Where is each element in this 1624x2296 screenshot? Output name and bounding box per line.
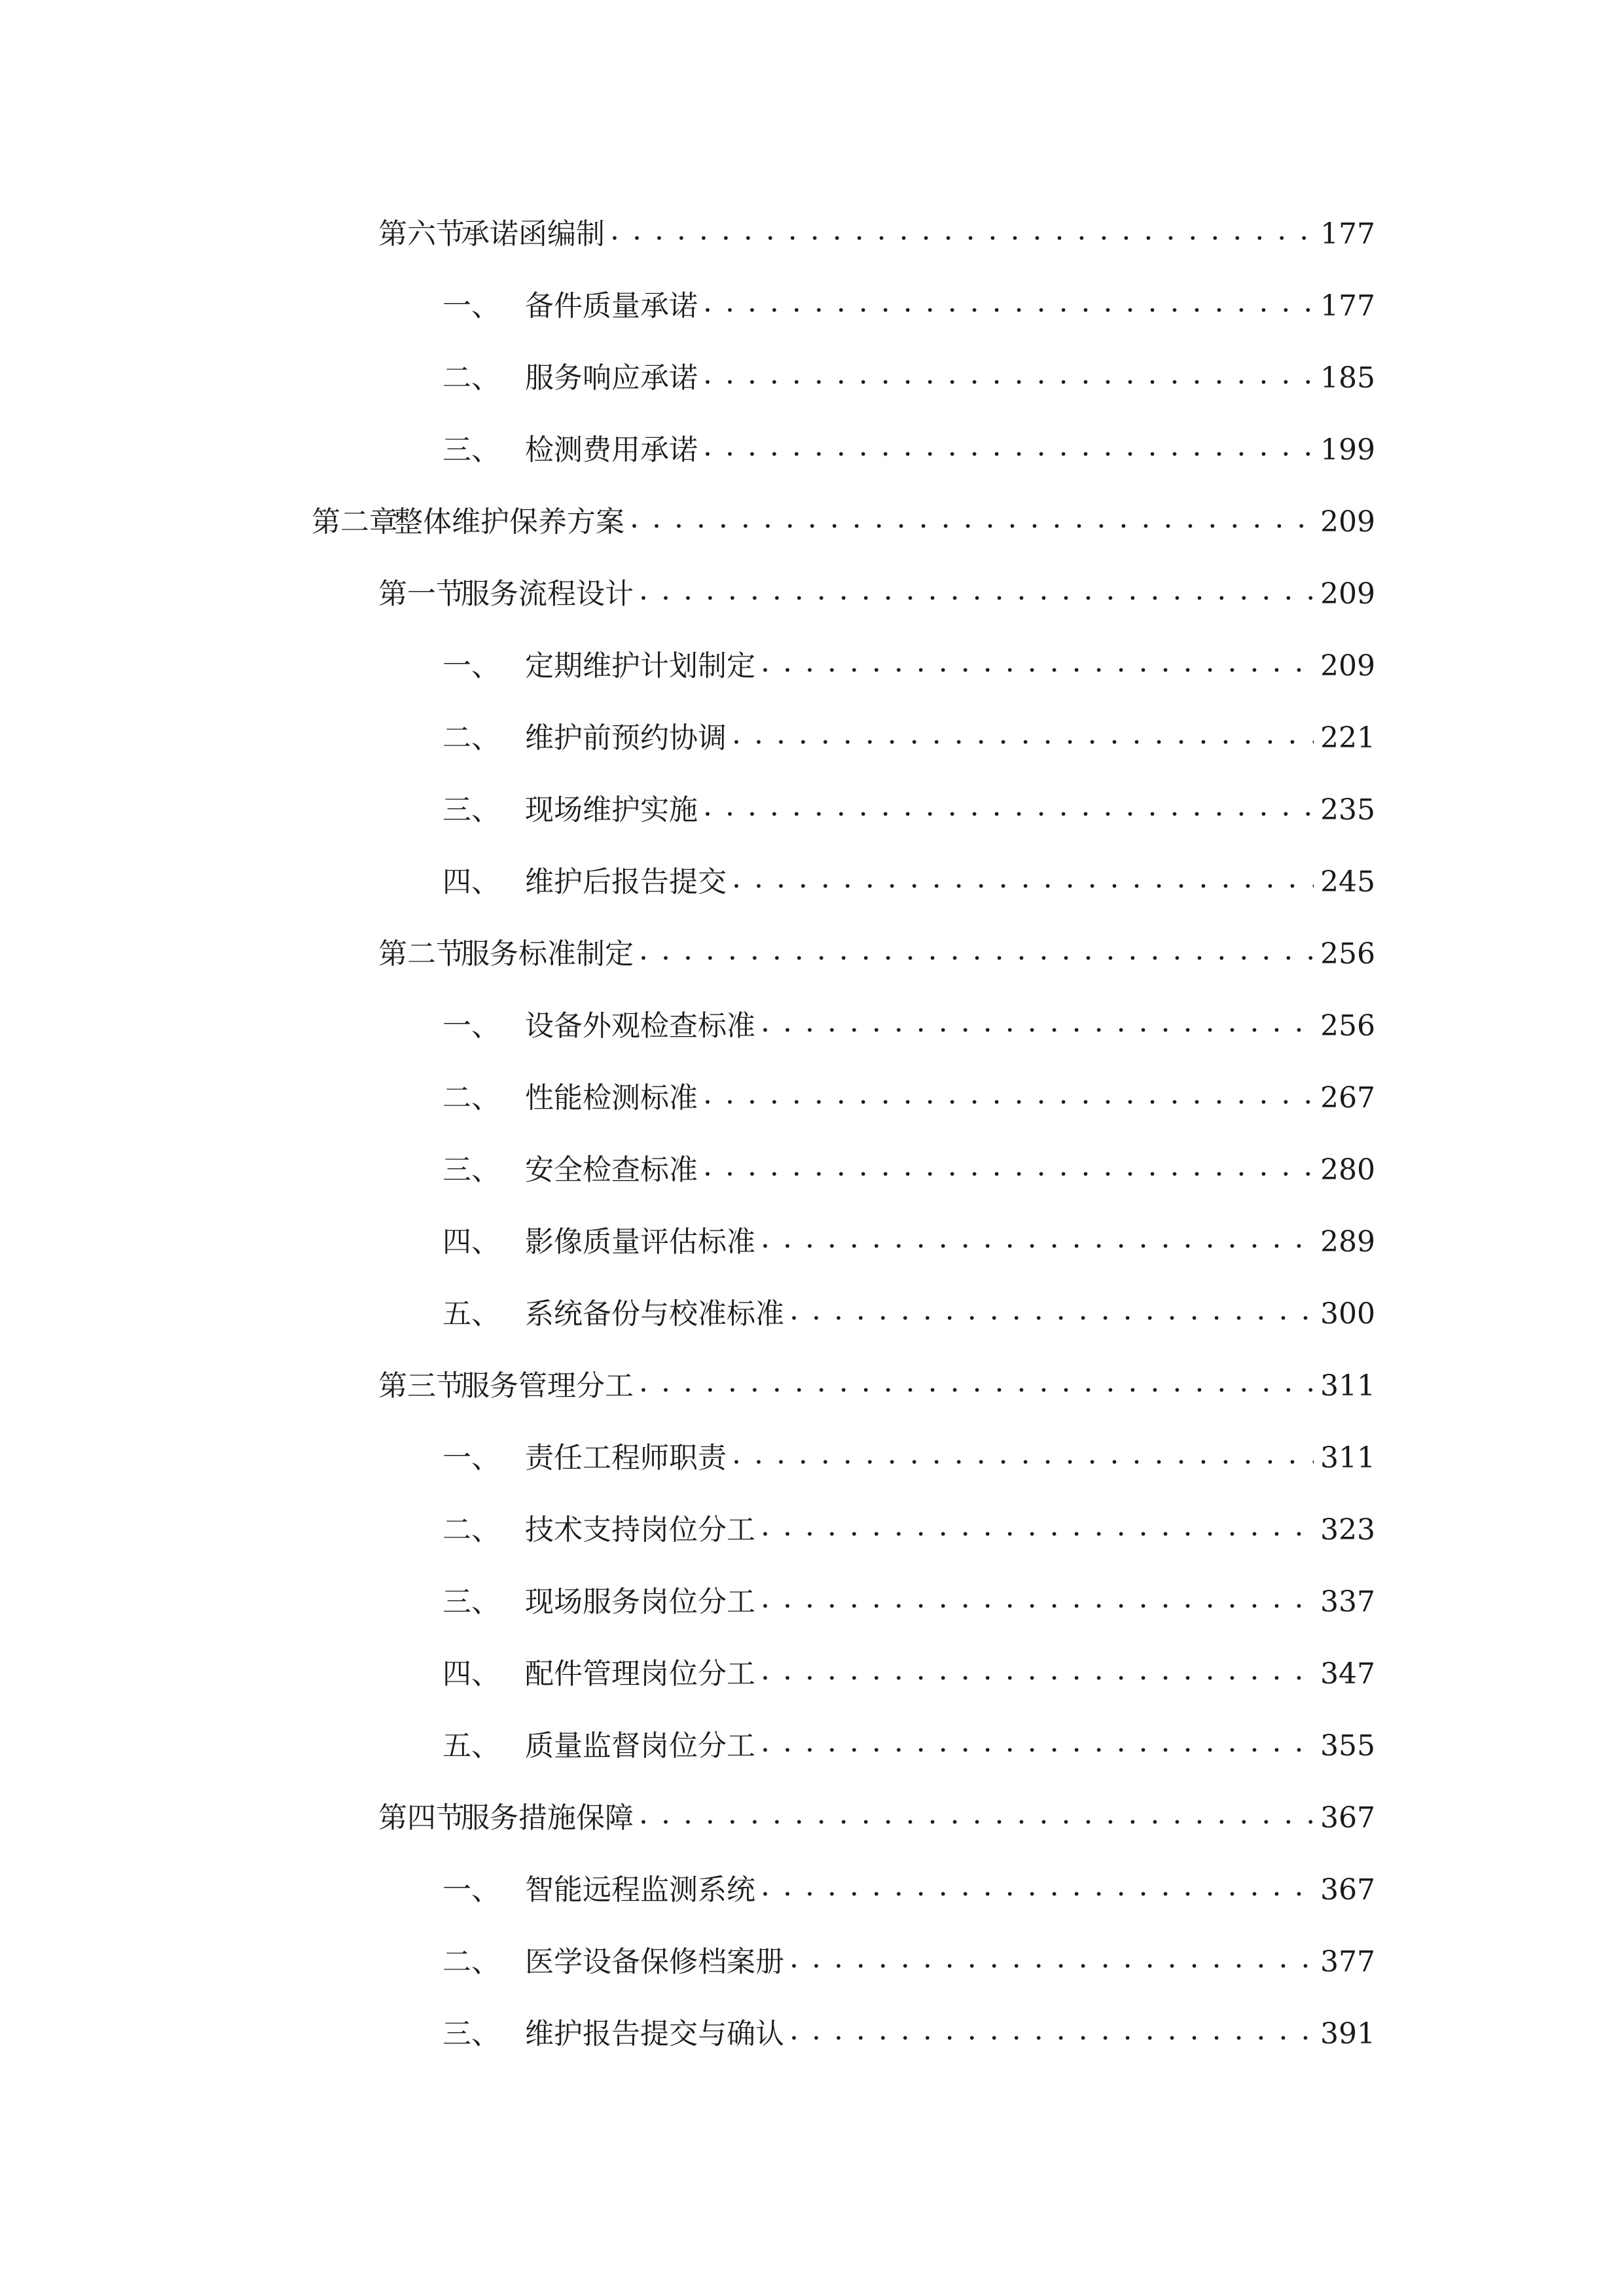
toc-entry-title: 整体维护保养方案 — [394, 505, 624, 539]
toc-entry-page: 245 — [1320, 865, 1375, 899]
dot-leader — [732, 851, 1314, 897]
toc-entry-title: 备件质量承诺 — [525, 289, 698, 323]
toc-entry-title: 服务措施保障 — [461, 1801, 634, 1835]
toc-entry-page: 391 — [1320, 2017, 1375, 2051]
dot-leader — [610, 203, 1314, 249]
toc-entry-page: 323 — [1320, 1513, 1375, 1547]
dot-leader — [761, 1571, 1314, 1617]
toc-entry-page: 209 — [1320, 649, 1375, 683]
toc-entry-number: 四、 — [442, 1225, 500, 1259]
toc-entry-item[interactable] — [442, 1715, 1375, 1761]
toc-entry-title: 承诺函编制 — [461, 217, 605, 251]
toc-entry-title: 现场服务岗位分工 — [525, 1585, 755, 1619]
toc-entry-number: 二、 — [442, 1081, 500, 1115]
toc-entry-item[interactable] — [442, 1499, 1375, 1545]
toc-entry-title: 影像质量评估标准 — [525, 1225, 755, 1259]
toc-entry-title: 服务管理分工 — [461, 1369, 634, 1403]
toc-entry-page: 347 — [1320, 1657, 1375, 1691]
toc-entry-item[interactable] — [442, 1571, 1375, 1617]
toc-entry-item[interactable] — [442, 1859, 1375, 1905]
toc-entry-number: 一、 — [442, 649, 500, 683]
dot-leader — [703, 779, 1314, 825]
toc-entry-item[interactable] — [442, 635, 1375, 681]
toc-entry-title: 维护前预约协调 — [525, 721, 727, 755]
toc-entry-section[interactable] — [378, 203, 1375, 249]
dot-leader — [703, 419, 1314, 465]
toc-entry-number: 三、 — [442, 1153, 500, 1187]
toc-entry-number: 五、 — [442, 1729, 500, 1763]
toc-entry-number: 二、 — [442, 1513, 500, 1547]
dot-leader — [630, 491, 1314, 537]
toc-entry-title: 维护后报告提交 — [525, 865, 727, 899]
toc-entry-page: 311 — [1320, 1441, 1375, 1475]
toc-entry-page: 209 — [1320, 577, 1375, 611]
toc-entry-page: 235 — [1320, 793, 1375, 827]
toc-entry-page: 177 — [1320, 217, 1375, 251]
dot-leader — [761, 1211, 1314, 1257]
dot-leader — [639, 1787, 1314, 1833]
dot-leader — [761, 1715, 1314, 1761]
toc-entry-section[interactable] — [378, 923, 1375, 969]
toc-entry-number: 第一节 — [378, 577, 465, 611]
toc-entry-title: 定期维护计划制定 — [525, 649, 755, 683]
toc-entry-item[interactable] — [442, 1643, 1375, 1689]
toc-entry-item[interactable] — [442, 1211, 1375, 1257]
dot-leader — [761, 1859, 1314, 1905]
toc-entry-page: 256 — [1320, 1009, 1375, 1043]
dot-leader — [789, 1283, 1314, 1329]
toc-entry-item[interactable] — [442, 419, 1375, 465]
toc-entry-number: 三、 — [442, 793, 500, 827]
dot-leader — [761, 1643, 1314, 1689]
toc-entry-number: 第六节 — [378, 217, 465, 251]
toc-entry-title: 技术支持岗位分工 — [525, 1513, 755, 1547]
toc-entry-title: 性能检测标准 — [525, 1081, 698, 1115]
toc-entry-item[interactable] — [442, 347, 1375, 393]
dot-leader — [732, 1427, 1314, 1473]
toc-entry-title: 现场维护实施 — [525, 793, 698, 827]
dot-leader — [761, 635, 1314, 681]
toc-entry-page: 177 — [1320, 289, 1375, 323]
toc-entry-number: 二、 — [442, 1945, 500, 1979]
toc-entry-number: 三、 — [442, 433, 500, 467]
toc-entry-item[interactable] — [442, 995, 1375, 1041]
toc-entry-number: 一、 — [442, 1009, 500, 1043]
toc-entry-number: 二、 — [442, 361, 500, 395]
toc-entry-number: 一、 — [442, 289, 500, 323]
toc-entry-item[interactable] — [442, 851, 1375, 897]
toc-entry-number: 一、 — [442, 1441, 500, 1475]
toc-entry-title: 质量监督岗位分工 — [525, 1729, 755, 1763]
dot-leader — [761, 1499, 1314, 1545]
toc-entry-page: 311 — [1320, 1369, 1375, 1403]
toc-entry-page: 199 — [1320, 433, 1375, 467]
toc-entry-item[interactable] — [442, 1931, 1375, 1977]
toc-entry-number: 四、 — [442, 865, 500, 899]
toc-entry-title: 系统备份与校准标准 — [525, 1297, 784, 1331]
toc-entry-page: 221 — [1320, 721, 1375, 755]
toc-entry-section[interactable] — [378, 563, 1375, 609]
toc-entry-number: 第四节 — [378, 1801, 465, 1835]
toc-entry-title: 责任工程师职责 — [525, 1441, 727, 1475]
dot-leader — [703, 275, 1314, 321]
dot-leader — [639, 1355, 1314, 1401]
toc-entry-section[interactable] — [378, 1787, 1375, 1833]
toc-entry-page: 280 — [1320, 1153, 1375, 1187]
toc-entry-number: 三、 — [442, 2017, 500, 2051]
toc-entry-title: 维护报告提交与确认 — [525, 2017, 784, 2051]
toc-entry-number: 五、 — [442, 1297, 500, 1331]
toc-entry-item[interactable] — [442, 1139, 1375, 1185]
toc-entry-page: 300 — [1320, 1297, 1375, 1331]
toc-entry-page: 367 — [1320, 1873, 1375, 1907]
toc-entry-title: 安全检查标准 — [525, 1153, 698, 1187]
toc-entry-item[interactable] — [442, 707, 1375, 753]
toc-entry-number: 三、 — [442, 1585, 500, 1619]
toc-entry-item[interactable] — [442, 1427, 1375, 1473]
toc-entry-page: 377 — [1320, 1945, 1375, 1979]
dot-leader — [789, 2003, 1314, 2049]
toc-entry-title: 医学设备保修档案册 — [525, 1945, 784, 1979]
dot-leader — [732, 707, 1314, 753]
toc-entry-title: 服务流程设计 — [461, 577, 634, 611]
toc-entry-title: 配件管理岗位分工 — [525, 1657, 755, 1691]
toc-entry-title: 服务响应承诺 — [525, 361, 698, 395]
toc-entry-number: 一、 — [442, 1873, 500, 1907]
toc-entry-number: 第二章 — [312, 505, 398, 539]
toc-entry-item[interactable] — [442, 1067, 1375, 1113]
toc-entry-title: 设备外观检查标准 — [525, 1009, 755, 1043]
toc-entry-number: 第三节 — [378, 1369, 465, 1403]
toc-entry-page: 256 — [1320, 937, 1375, 971]
toc-entry-number: 四、 — [442, 1657, 500, 1691]
dot-leader — [639, 563, 1314, 609]
dot-leader — [789, 1931, 1314, 1977]
toc-entry-title: 智能远程监测系统 — [525, 1873, 755, 1907]
toc-entry-number: 二、 — [442, 721, 500, 755]
toc-entry-chapter[interactable] — [312, 491, 1375, 537]
toc-entry-item[interactable] — [442, 1283, 1375, 1329]
toc-entry-page: 267 — [1320, 1081, 1375, 1115]
dot-leader — [703, 347, 1314, 393]
toc-entry-item[interactable] — [442, 2003, 1375, 2049]
dot-leader — [703, 1067, 1314, 1113]
dot-leader — [639, 923, 1314, 969]
toc-entry-title: 检测费用承诺 — [525, 433, 698, 467]
toc-entry-page: 209 — [1320, 505, 1375, 539]
toc-entry-page: 337 — [1320, 1585, 1375, 1619]
toc-entry-page: 185 — [1320, 361, 1375, 395]
toc-entry-number: 第二节 — [378, 937, 465, 971]
toc-entry-title: 服务标准制定 — [461, 937, 634, 971]
toc-entry-page: 355 — [1320, 1729, 1375, 1763]
toc-entry-page: 289 — [1320, 1225, 1375, 1259]
dot-leader — [703, 1139, 1314, 1185]
toc-entry-item[interactable] — [442, 779, 1375, 825]
dot-leader — [761, 995, 1314, 1041]
toc-entry-page: 367 — [1320, 1801, 1375, 1835]
toc-entry-section[interactable] — [378, 1355, 1375, 1401]
toc-entry-item[interactable] — [442, 275, 1375, 321]
